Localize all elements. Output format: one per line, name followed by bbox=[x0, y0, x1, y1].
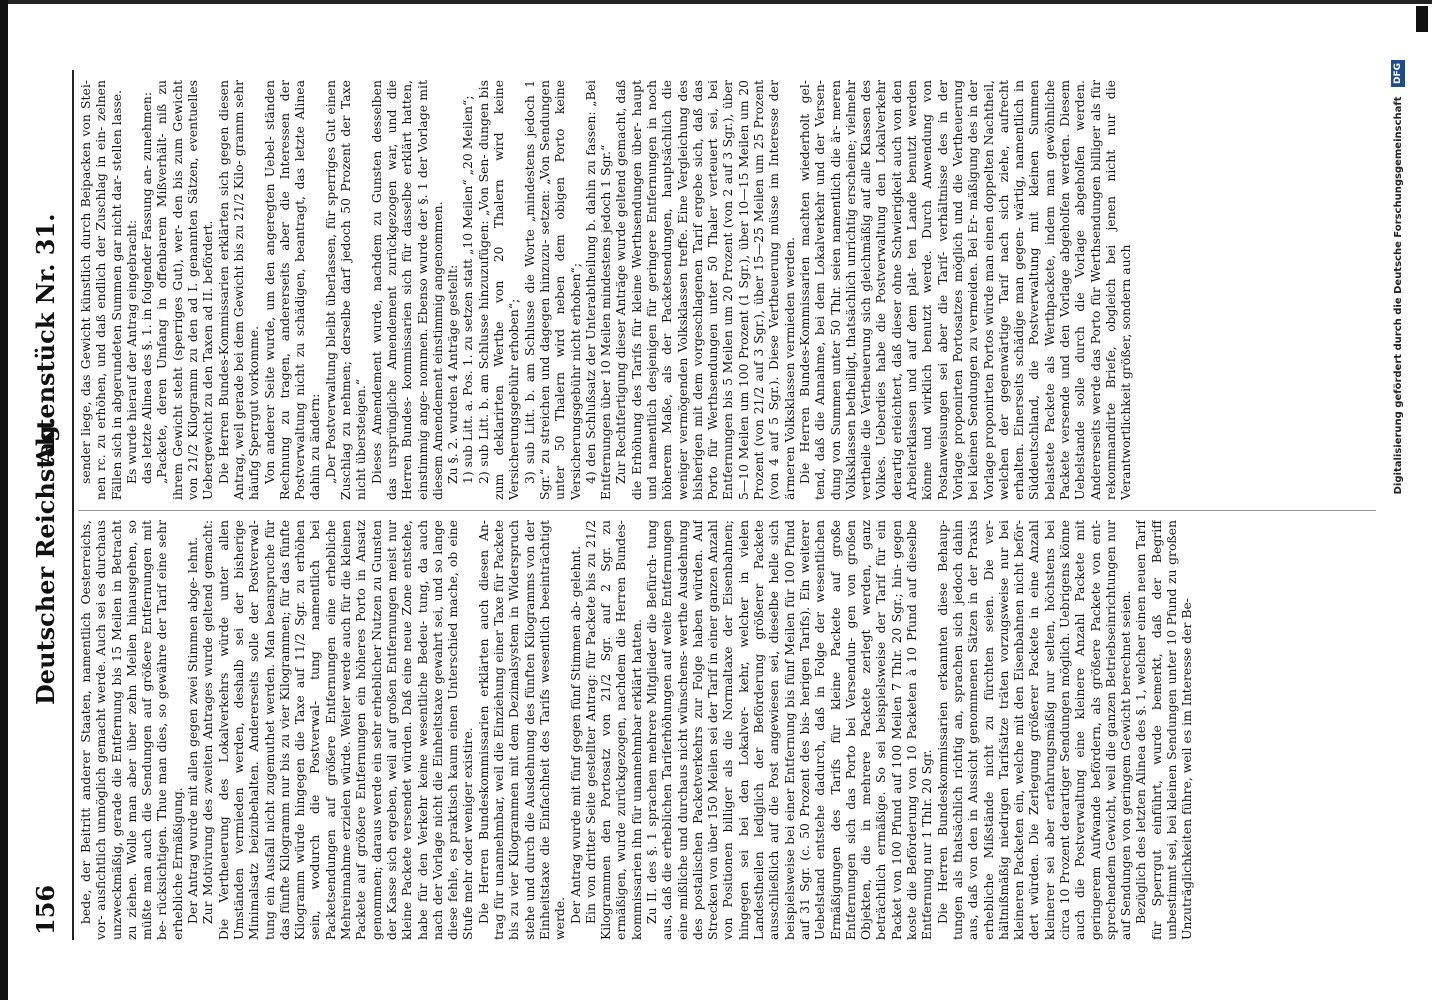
column-divider bbox=[78, 510, 1376, 511]
scan-edge-top bbox=[0, 0, 1432, 4]
paragraph: 3) sub Litt. b. am Schlusse die Worte „mindestens jedoch 1 Sgr.“ zu streichen und dagegen hinzuzu- setzen: „Von Sendungen unter 50 Thalern wird neben dem obigen Porto keine Versicherungsgebühr nicht erhoben“; bbox=[521, 80, 583, 500]
scan-edge-left bbox=[0, 0, 8, 1000]
scan-corner-mark bbox=[1416, 6, 1428, 32]
running-title-right: Aktenstück Nr. 31. bbox=[31, 213, 60, 465]
digitization-credit: Digitalisierung gefördert durch die Deutsche Forschungsgemeinschaft bbox=[1393, 96, 1404, 495]
paragraph: Zur Rechtfertigung dieser Anträge wurde geltend gemacht, daß die Erhöhung des Tarifs für kleine Werthsendungen über- haupt und namentlich desjenigen für geringere Entfernungen in noch höherem Maße, als der Packetsendungen, hauptsächlich die weniger vermögenden Volksklassen treffe. Eine Vergleichung des bisherigen mit dem vorgeschlagenen Tarif ergebe sich, daß das Porto für Werthsendungen unter 50 Thaler verteuert sei, bei Entfernungen bis 5 Meilen um 20 Prozent (von 2 auf 3 Sgr.), über 5—10 Meilen um 100 Prozent (1 Sgr.), über 10—15 Meilen um 20 Prozent (von 21/2 auf 3 Sgr.), über 15—25 Meilen um 25 Prozent (von 4 auf 5 Sgr.). Diese Vertheuerung müsse im Interesse der ärmeren Volksklassen vermieden werden. bbox=[613, 80, 797, 500]
dfg-logo: DFG bbox=[1391, 60, 1405, 87]
page-footer bbox=[1384, 40, 1414, 960]
paragraph: Die Herren Bundes-Kommissarien erklärten sich gegen diesen Antrag, weil gerade bei dem Gewicht bis zu 21/2 Kilo- gramm sehr häufig Sperrgut vorkomme. bbox=[215, 80, 262, 500]
paragraph: Die Herren Bundes-Kommissarien machten wiederholt gel- tend, daß die Annahme, bei dem Lokalverkehr und der Versen- dung von Summen unter 50 Thlr. seien namentlich die är- meren Volksklassen betheiligt, thatsächlich unrichtig erscheine; vielmehr vertheile die Vertheuerung sich gleichmäßig auf alle Klassen des Volkes. Ueberdies habe die Postverwaltung den Lokalverkehr derartig erleichtert, daß dieser ohne Schwierigkeit auch von den Arbeiterklassen und auf dem plat- ten Lande benutzt werden könne und wirklich benutzt werde. Durch Anwendung von Postanweisungen sei aber die Tarif- verhältnisse des in der Vorlage proponirten Portosatzes möglich und die Vertheuerung bei kleinen Sendungen zu vermeiden. Bei Er- mäßigung des in der Vorlage proponirten Portos würde man einen doppelten Nachtheil, welchen der gegenwärtige Tarif nach sich ziehe, aufrecht erhalten. Einerseits schädige man gegen- wärtig, namentlich in Süddeutschland, die Postverwaltung mit kleinen Summen belastete Packete als Werthpackete, indem man gewöhnliche Packete versende und den Vorlage abgeholfen werden. Diesem Uebelstande solle durch die Vorlage abgeholfen werden. Andererseits werde das Porto für Werthsendungen billiger als für rekommandirte Briefe, obgleich bei jenen nicht nur die Verantwortlichkeit größer, sondern auch bbox=[796, 80, 1134, 500]
paragraph: 4) den Schlußsatz der Unterabtheilung b. dahin zu fassen: „Bei Entfernungen über 10 Meilen mindestens jedoch 1 Sgr.“ bbox=[582, 80, 614, 500]
paragraph: Der Antrag wurde mit allen gegen zwei Stimmen abge- lehnt. bbox=[185, 536, 201, 924]
paragraph: Der Antrag wurde mit fünf gegen fünf Stimmen ab- gelehnt. bbox=[567, 545, 583, 924]
header-rule bbox=[72, 70, 74, 940]
scanned-page bbox=[16, 40, 1416, 960]
left-column bbox=[78, 520, 1376, 940]
running-title-left: Deutscher Reichstag. bbox=[31, 416, 60, 705]
paragraph: Die Herren Bundeskommissarien erklärten auch diesen An- trag für unannehmbar, weil die Einziehung einer Taxe für Packete bis zu vier Kilogrammen mit dem Dezimalsystem in Widerspruch stehe und durch die Ausdehnung des fünften Kilogramms von der Einheitstaxe die Einfachheit des Tarifs wesentlich beeinträchtigt werde. bbox=[475, 520, 568, 940]
page-number: 156 bbox=[31, 884, 60, 935]
right-column bbox=[78, 80, 1376, 500]
paragraph: Es wurde hierauf der Antrag eingebracht: bbox=[123, 219, 139, 484]
paragraph: sender liege, das Gewicht künstlich durch Beipacken von Stei- nen rc. zu erhöhen, und daß endlich der Zuschlag in ein- zelnen Fällen sich in abgerundeten Summen gar nicht dar- stellen lasse. bbox=[78, 80, 124, 500]
paragraph: Die Herren Bundeskommissarien erkannten diese Behaup- tungen als thatsächlich richtig an, sprachen sich jedoch dahin aus, daß von den in Aussicht genommenen Sätzen in der Praxis erhebliche Mißstände nicht zu fürchten seien. Die ver- hältnißmäßig niedrigen Tarifsätze träten vorzugsweise nur bei kleineren Packeten ein, welche mit den Eisenbahnen nicht beför- dert würden. Die Zerlegung größerer Packete in eine Anzahl kleinerer sei aber erfahrungsmäßig nur selten, höchstens bei circa 10 Prozent derartiger Sendungen möglich. Uebrigens könne auch die Postverwaltung eine kleinere Anzahl Packete mit geringerem Aufwande befördern, als größere Packete von ent- sprechendem Gewicht, weil die ganzen Betriebseinrichtungen nur auf Sendungen von geringem Gewicht berechnet seien. bbox=[934, 520, 1134, 940]
paragraph: Zur Motivirung des zweiten Antrages wurde geltend gemacht: Die Vertheuerung des Lokalverkehrs würde unter allen Umständen vermieden werden, deshalb sei der bisherige Minimalsatz beizubehalten. Andererseits solle der Postverwal- tung ein Ausfall nicht zugemuthet werden. Man beanspruche für das fünfte Kilogramm nur bis zu vier Kilogrammen; für das fünfte Kilogramm würde hingegen die Taxe auf 11/2 Sgr. zu erhöhen sein, wodurch die Postverwal- tung namentlich bei Packetsendungen auf größere Entfernungen eine erhebliche Mehreinnahme erzielen würde. Weiter werde auch für die kleinen Packete auf größere Entfernungen ein höheres Porto in Ansatz genommen; daraus werde ein sehr erheblicher Nutzen zu Gunsten der Kasse sich ergeben, weil auf großen Entfernungen meist nur kleine Packete versendet würden. Daß eine neue Zone entstehe, habe für den Verkehr keine wesentliche Bedeu- tung, da auch nach der Vorlage nicht die Einheitstaxe gewahrt sei, und so lange diese fehle, es praktisch kaum einen Unterschied mache, ob eine Stufe mehr oder weniger existire. bbox=[200, 520, 476, 940]
paragraph: Dieses Amendement wurde, nachdem zu Gunsten desselben das ursprüngliche Amendement zurückgezogen war, und die Herren Bundes- kommissarien sich für dasselbe erklärt hatten, einstimmig ange- nommen. Ebenso wurde der §. 1 der Vorlage mit diesem Amendement einstimmig angenommen. bbox=[368, 80, 445, 500]
paragraph: „Der Postverwaltung bleibt überlassen, für sperriges Gut einen Zuschlag zu nehmen; derselbe darf jedoch 50 Prozent der Taxe nicht übersteigen.“ bbox=[322, 80, 369, 500]
paragraph: Bezüglich des letzten Alinea des §. 1, welcher einen neuen Tarif für Sperrgut einführt, wurde bemerkt, daß der Begriff unbestimmt sei, bei kleinen Sendungen unter 10 Pfund zu großen Unzuträglichkeiten führe, weil es im Interesse der Be- bbox=[1133, 520, 1195, 940]
paragraph: „Packete, deren Umfang in offenbarem Mißverhält- niß zu ihrem Gewicht steht (sperriges Gut), wer- den bis zum Gewicht von 21/2 Kilogramm zu den ad I. genannten Sätzen, eventuelles Uebergewicht zu den Taxen ad II. befördert. bbox=[154, 80, 216, 500]
paragraph: Zu II. des §. 1 sprachen mehrere Mitglieder die Befürch- tung aus, daß die erheblichen Tariferhöhungen auf weite Entfernungen eine mißliche und durchaus nicht wünschens- werthe Ausdehnung des postalischen Packetverkehrs zur Folge haben würden. Auf Strecken von über 150 Meilen sei der Tarif in einer ganzen Anzahl von Positionen billiger als die Normaltaxe der Eisenbahnen; hingegen sei bei den Lokalver- kehr, welcher in vielen Landestheilen lediglich der Beförderung größerer Packete ausschließlich auf die Post angewiesen sei, dieselbe helle sich beispielsweise bei einer Entfernung bis fünf Meilen für 100 Pfund auf 31 Sgr. (c. 50 Prozent des bis- herigen Tarifs). Ein weiterer Uebelstand entstehe dadurch, daß in Folge der wesentlichen Ermäßigungen des Tarifs für kleine Packete auf große Entfernungen sich das Porto bei Versendun- gen von großen Objekten, die in mehrere Packete zerlegt werden, ganz beträchtlich ermäßige. So sei beispielsweise der Tarif für ein Packet von 100 Pfund auf 100 Meilen 7 Thlr. 20 Sgr.; hin- gegen koste die Beförderung von 10 Packeten à 10 Pfund auf dieselbe Entfernung nur 1 Thlr. 20 Sgr. bbox=[643, 520, 935, 940]
paragraph: bede, der Beitritt anderer Staaten, namentlich Oesterreichs, vor- ausfichtlich unmöglich gemacht werde. Auch sei es durchaus unzweckmäßig, gerade die Entfernung bis 15 Meilen in Betracht zu ziehen. Wolle man aber über zehn Meilen hinausgehen, so müßte man auch die Sendungen auf größere Entfernungen mit be- rücksichtigen. Thue man dies, so gewähre der Tarif eine sehr erhebliche Ermäßigung. bbox=[78, 520, 185, 940]
paragraph: Zu §. 2. wurden 4 Anträge gestellt: bbox=[445, 264, 461, 484]
paragraph: Ein von dritter Seite gestellter Antrag: für Packete bis zu 21/2 Kilogrammen den Portosatz von 21/2 Sgr. auf 2 Sgr. zu ermäßigen, wurde zurückgezogen, nachdem die Herren Bundes- kommissarien ihn für unannehmbar erklärt hatten. bbox=[582, 520, 644, 940]
paragraph: das letzte Alinea des §. 1. in folgender Fassung an- zunehmen: bbox=[139, 91, 155, 484]
paragraph: 2) sub Litt. b. am Schlusse hinzuzufügen: „Von Sen- dungen bis zum deklarirten Werthe von 20 Thalern wird keine Versicherungsgebühr erhoben“; bbox=[475, 80, 522, 500]
paragraph: 1) sub Litt. a. Pos. 1. zu setzen statt „10 Meilen“ „20 Meilen“; bbox=[460, 95, 476, 484]
page-header bbox=[24, 75, 68, 935]
paragraph: Von anderer Seite wurde, um den angeregten Uebel- ständen Rechnung zu tragen, andererseits aber die Interessen der Postverwaltung nicht zu schädigen, beantragt, das letzte Alinea dahin zu ändern: bbox=[261, 80, 323, 500]
